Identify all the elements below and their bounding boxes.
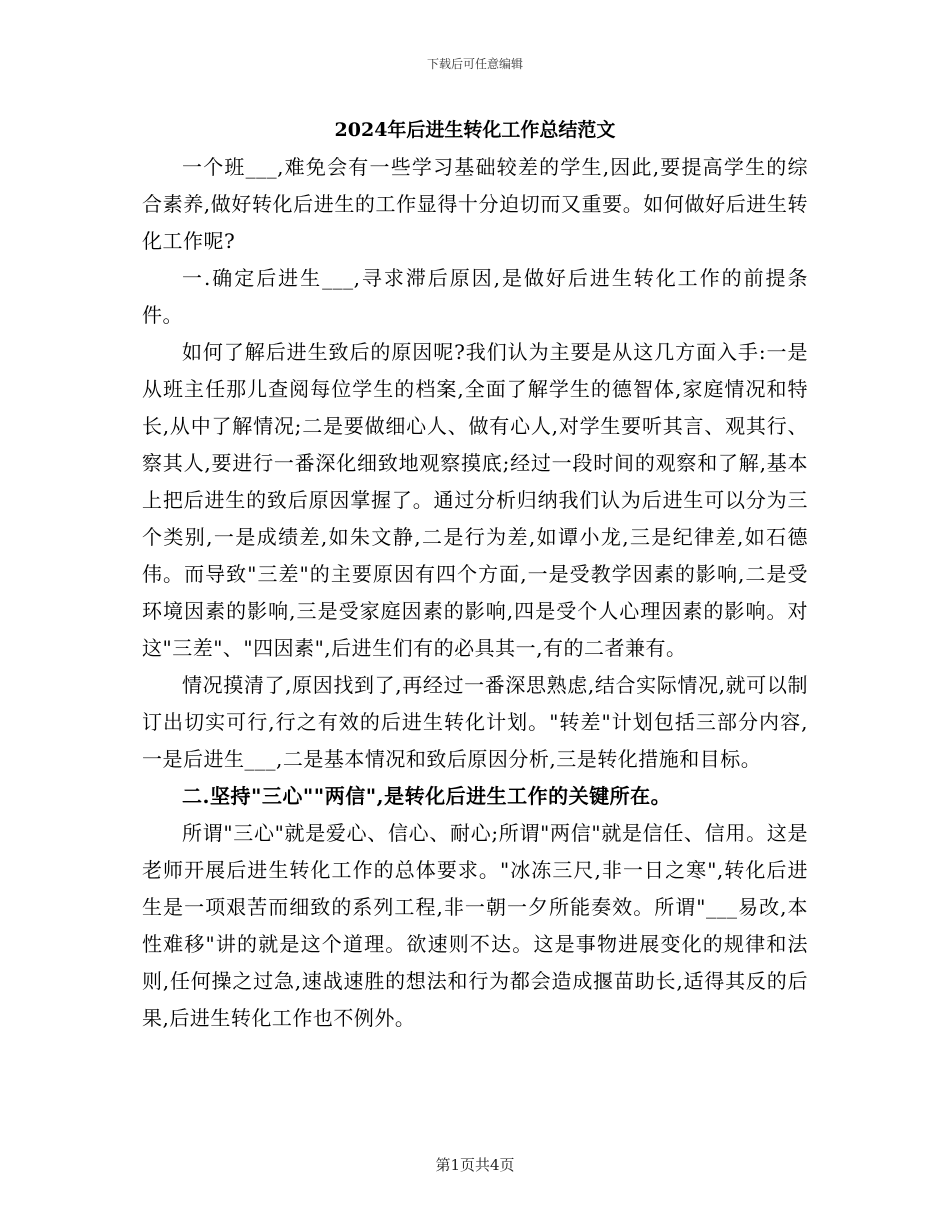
header-note: 下载后可任意编辑 (426, 57, 523, 71)
page-footer: 第1页共4页 (435, 1156, 515, 1174)
paragraph-plan: 情况摸清了,原因找到了,再经过一番深思熟虑,结合实际情况,就可以制订出切实可行,行之有效的后进生转化计划。"转差"计划包括三部分内容,一是后进生___,二是基本情况和致后原因分析,三是转化措施和目标。 (142, 673, 808, 771)
document-body (142, 149, 808, 1037)
paragraph-section-1-heading: 一.确定后进生___,寻求滞后原因,是做好后进生转化工作的前提条件。 (142, 266, 808, 327)
paragraph-intro: 一个班___,难免会有一些学习基础较差的学生,因此,要提高学生的综合素养,做好转化后进生的工作显得十分迫切而又重要。如何做好后进生转化工作呢? (142, 155, 808, 253)
paragraph-three-hearts: 所谓"三心"就是爱心、信心、耐心;所谓"两信"就是信任、信用。这是老师开展后进生转化工作的总体要求。"冰冻三尺,非一日之寒",转化后进生是一项艰苦而细致的系列工程,非一朝一夕所能奏效。所谓"___易改,本性难移"讲的就是这个道理。欲速则不达。这是事物进展变化的规律和法则,任何操之过急,速战速胜的想法和行为都会造成揠苗助长,适得其反的后果,后进生转化工作也不例外。 (142, 821, 808, 1030)
paragraph-section-2-heading: 二.坚持"三心""两信",是转化后进生工作的关键所在。 (182, 784, 672, 808)
paragraph-causes: 如何了解后进生致后的原因呢?我们认为主要是从这几方面入手:一是从班主任那儿查阅每位学生的档案,全面了解学生的德智体,家庭情况和特长,从中了解情况;二是要做细心人、做有心人,对学生要听其言、观其行、察其人,要进行一番深化细致地观察摸底;经过一段时间的观察和了解,基本上把后进生的致后原因掌握了。通过分析归纳我们认为后进生可以分为三个类别,一是成绩差,如朱文静,二是行为差,如谭小龙,三是纪律差,如石德伟。而导致"三差"的主要原因有四个方面,一是受教学因素的影响,二是受环境因素的影响,三是受家庭因素的影响,四是受个人心理因素的影响。对这"三差"、"四因素",后进生们有的必具其一,有的二者兼有。 (142, 340, 808, 660)
document-title: 2024年后进生转化工作总结范文 (334, 119, 616, 141)
